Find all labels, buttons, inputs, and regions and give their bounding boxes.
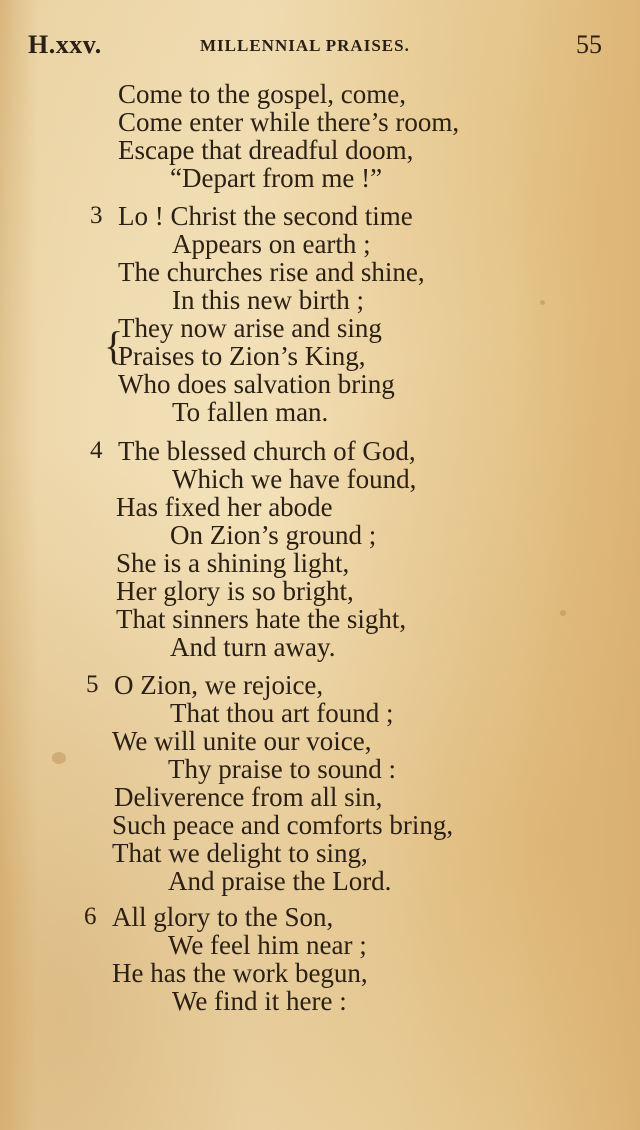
margin-brace-mark: { bbox=[104, 323, 124, 368]
page-number: 55 bbox=[576, 30, 602, 59]
verse-line: That we delight to sing, bbox=[112, 838, 368, 868]
verse-line: And praise the Lord. bbox=[168, 866, 392, 896]
running-title: MILLENNIAL PRAISES. bbox=[200, 36, 410, 55]
verse-line: Has fixed her abode bbox=[116, 492, 333, 522]
verse-line: Thy praise to sound : bbox=[168, 754, 396, 784]
verse-line: And turn away. bbox=[170, 632, 336, 662]
verse-line: Her glory is so bright, bbox=[116, 576, 354, 606]
verse-line: O Zion, we rejoice, bbox=[114, 670, 324, 700]
verse-line: Come to the gospel, come, bbox=[118, 79, 406, 109]
verse-line: That thou art found ; bbox=[170, 698, 394, 728]
verse-line: Who does salvation bring bbox=[118, 369, 395, 399]
verse-line: In this new birth ; bbox=[172, 285, 364, 315]
verse-line: To fallen man. bbox=[172, 397, 329, 427]
verse-number: 4 bbox=[90, 437, 103, 464]
verse-line: Praises to Zion’s King, bbox=[118, 341, 366, 371]
verse-line: We will unite our voice, bbox=[112, 726, 372, 756]
verse-line: Such peace and comforts bring, bbox=[112, 810, 454, 840]
verse-line: He has the work begun, bbox=[112, 958, 368, 988]
verse-number: 5 bbox=[86, 671, 99, 698]
verse-line: The blessed church of God, bbox=[118, 436, 416, 466]
hymn-reference: H.xxv. bbox=[28, 30, 102, 59]
verse-line: We find it here : bbox=[172, 986, 347, 1016]
verse-line: Lo ! Christ the second time bbox=[118, 201, 413, 231]
verse-number: 3 bbox=[90, 202, 103, 229]
verse-line: Which we have found, bbox=[172, 464, 417, 494]
verse-line: The churches rise and shine, bbox=[118, 257, 425, 287]
verse-line: Appears on earth ; bbox=[172, 229, 371, 259]
verse-line: They now arise and sing bbox=[118, 313, 382, 343]
verse-line: We feel him near ; bbox=[168, 930, 367, 960]
verse-line: Deliverence from all sin, bbox=[114, 782, 383, 812]
verse-line: Escape that dreadful doom, bbox=[118, 135, 414, 165]
verse-number: 6 bbox=[84, 903, 97, 930]
verse-line: She is a shining light, bbox=[116, 548, 350, 578]
verse-line: That sinners hate the sight, bbox=[116, 604, 407, 634]
verse-line: All glory to the Son, bbox=[112, 902, 334, 932]
verse-line: Come enter while there’s room, bbox=[118, 107, 460, 137]
verse-line: On Zion’s ground ; bbox=[170, 520, 377, 550]
verse-line: “Depart from me !” bbox=[170, 163, 383, 193]
